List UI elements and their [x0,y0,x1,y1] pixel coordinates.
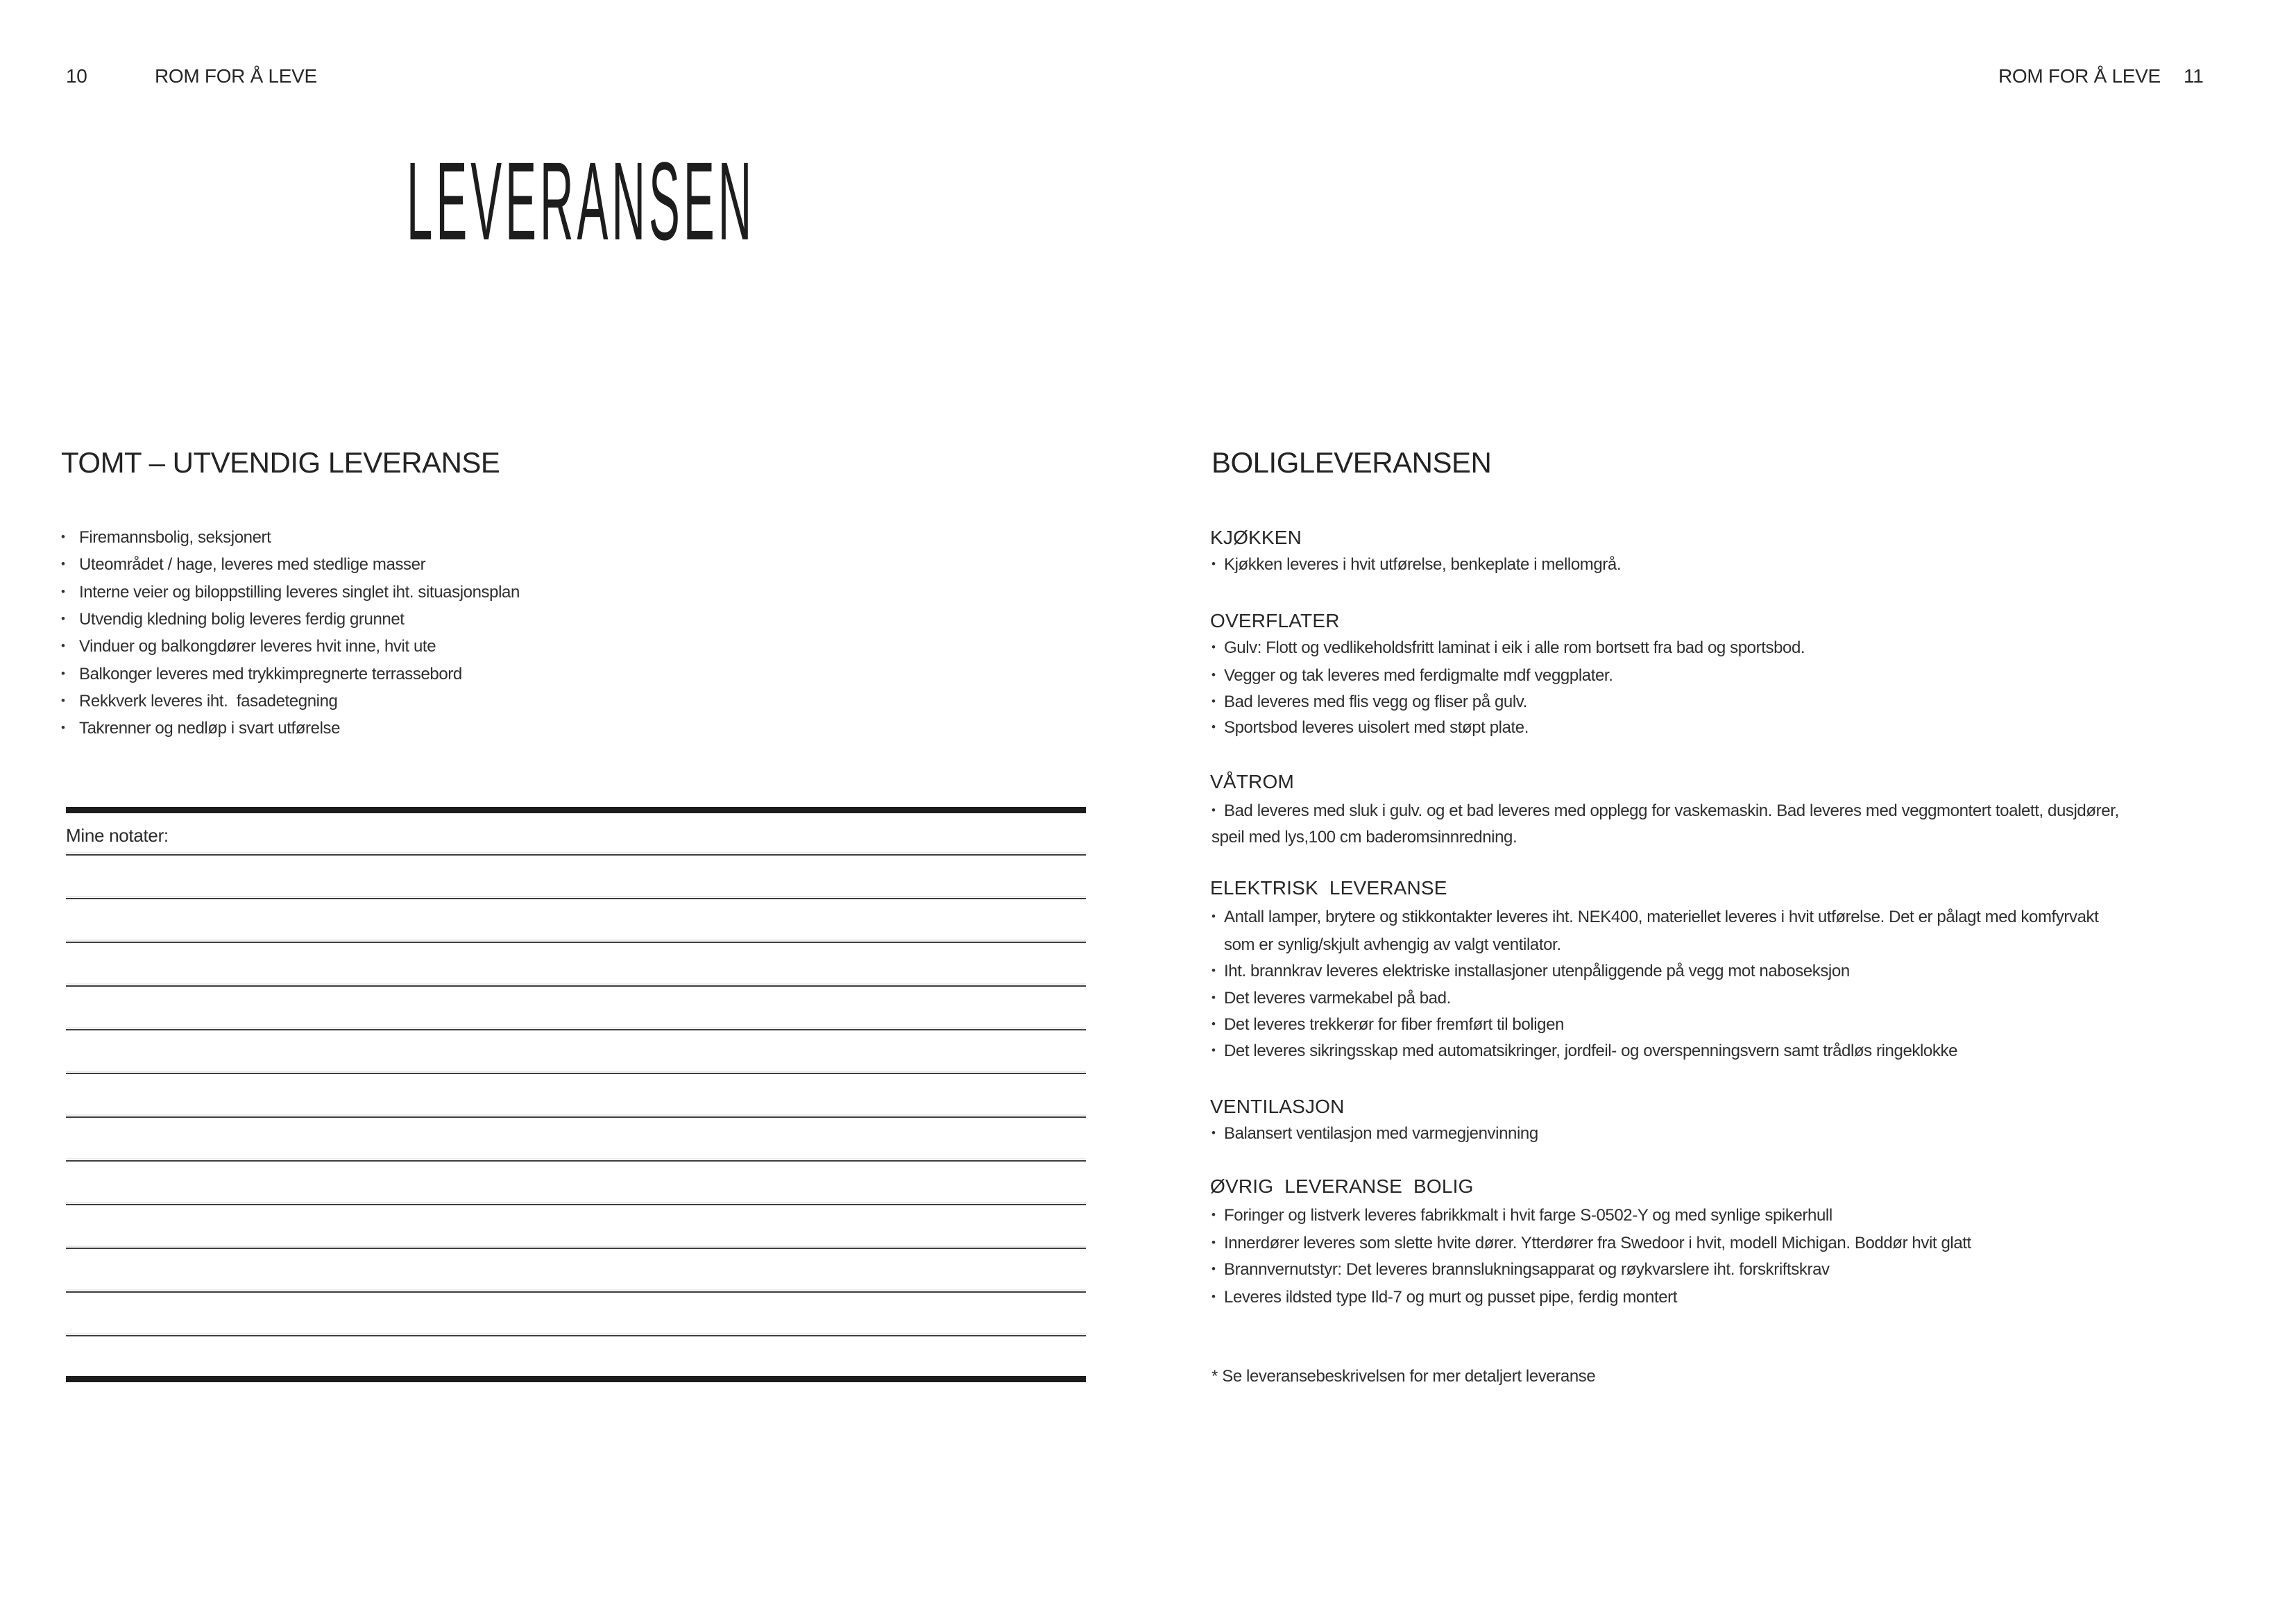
notes-line [66,942,1086,943]
notes-line [66,854,1086,856]
section-heading-vatrom: VÅTROM [1210,771,1294,792]
section-heading-overflater: OVERFLATER [1210,610,1340,631]
notes-line [66,1073,1086,1074]
right-bullet-item: • Kjøkken leveres i hvit utførelse, benkeplate i mellomgrå. [1211,554,1621,575]
notes-line [66,1291,1086,1293]
left-bullet-item: • Balkonger leveres med trykkimpregnerte terrassebord [60,664,462,685]
left-bullet-item: • Vinduer og balkongdører leveres hvit inne, hvit ute [60,636,436,657]
right-bullet-item: • Det leveres varmekabel på bad. [1211,988,1451,1009]
page-number-right: 11 [2184,65,2204,87]
right-bullet-item: • Bad leveres med sluk i gulv. og et bad leveres med opplegg for vaskemaskin. Bad leveres med veggmontert toalett, dusjdører, [1211,801,2119,822]
section-heading-elektrisk: ELEKTRISK LEVERANSE [1210,877,1447,899]
left-bullet-item: • Utvendig kledning bolig leveres ferdig grunnet [60,609,405,630]
notes-top-rule-bar [66,807,1086,813]
footnote: * Se leveransebeskrivelsen for mer detaljert leveranse [1211,1367,1596,1386]
right-bullet-item: • Bad leveres med flis vegg og fliser på gulv. [1211,692,1527,713]
left-bullet-item: • Firemannsbolig, seksjonert [60,527,271,548]
right-bullet-item: • Innerdører leveres som slette hvite dører. Ytterdører fra Swedoor i hvit, modell Michigan. Boddør hvit glatt [1211,1233,1971,1254]
right-bullet-item: • Foringer og listverk leveres fabrikkmalt i hvit farge S-0502-Y og med synlige spikerhull [1211,1205,1832,1226]
section-heading-ventilasjon: VENTILASJON [1210,1096,1345,1117]
notes-line [66,1160,1086,1162]
right-bullet-item: • Sportsbod leveres uisolert med støpt plate. [1211,717,1529,738]
notes-line [66,1248,1086,1249]
notes-line [66,1029,1086,1030]
page-number-left: 10 [66,65,87,87]
right-bullet-item: • Gulv: Flott og vedlikeholdsfritt laminat i eik i alle rom bortsett fra bad og sportsbod. [1211,638,1805,658]
left-column-heading: TOMT – UTVENDIG LEVERANSE [61,446,500,479]
right-bullet-item: • Det leveres trekkerør for fiber fremført til boligen [1211,1014,1564,1035]
notes-bottom-rule-bar [66,1376,1086,1382]
left-bullet-item: • Rekkverk leveres iht. fasadetegning [60,691,337,712]
notes-line [66,898,1086,899]
notes-line [66,1116,1086,1118]
right-bullet-item: • Antall lamper, brytere og stikkontakter leveres iht. NEK400, materiellet leveres i hvit utførelse. Det er pålagt med komfyrvakt [1211,907,2098,928]
section-heading-ovrig: ØVRIG LEVERANSE BOLIG [1210,1175,1474,1197]
notes-line [66,985,1086,987]
brand-right: ROM FOR Å LEVE [1998,65,2161,87]
right-bullet-continuation: som er synlig/skjult avhengig av valgt ventilator. [1224,935,1561,954]
right-column-heading: BOLIGLEVERANSEN [1211,446,1492,479]
right-bullet-item: • Brannvernutstyr: Det leveres brannslukningsapparat og røykvarslere iht. forskriftskrav [1211,1259,1830,1280]
right-bullet-item: • Balansert ventilasjon med varmegjenvinning [1211,1123,1538,1144]
right-bullet-item: • Iht. brannkrav leveres elektriske installasjoner utenpåliggende på vegg mot naboseksjon [1211,961,1850,982]
brand-left: ROM FOR Å LEVE [155,65,317,87]
left-bullet-item: • Interne veier og biloppstilling leveres singlet iht. situasjonsplan [60,582,520,603]
left-bullet-item: • Takrenner og nedløp i svart utførelse [60,718,340,739]
right-bullet-item: • Vegger og tak leveres med ferdigmalte mdf veggplater. [1211,665,1613,686]
page-title: LEVERANSEN [407,139,756,263]
left-bullet-item: • Uteområdet / hage, leveres med stedlige masser [60,554,425,575]
right-bullet-item: • Leveres ildsted type Ild-7 og murt og pusset pipe, ferdig montert [1211,1287,1677,1308]
right-bullet-item: • Det leveres sikringsskap med automatsikringer, jordfeil- og overspenningsvern samt trådløs ringeklokke [1211,1041,1957,1062]
right-bullet-continuation: speil med lys,100 cm baderomsinnredning. [1211,828,1517,847]
notes-line [66,1204,1086,1205]
notes-label: Mine notater: [66,825,169,846]
notes-line [66,1335,1086,1336]
section-heading-kjokken: KJØKKEN [1210,527,1302,548]
